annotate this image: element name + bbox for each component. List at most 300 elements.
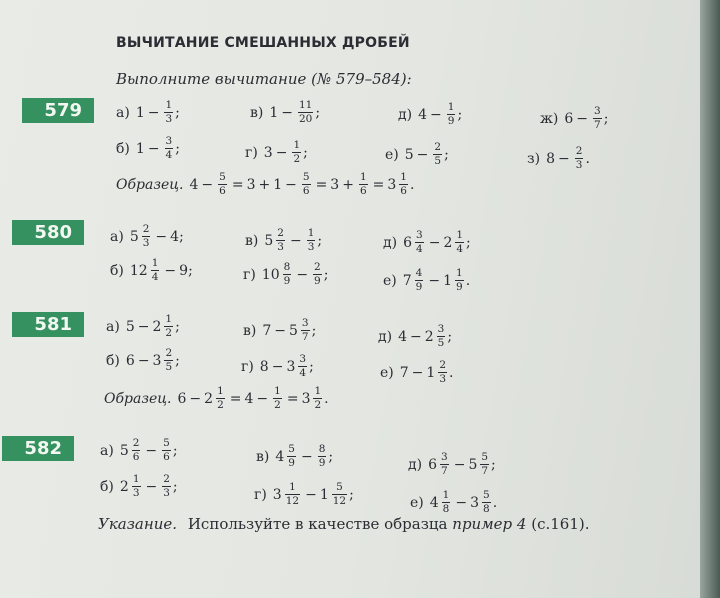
denominator: 3 xyxy=(277,241,284,253)
whole-part: 4 xyxy=(275,448,285,465)
numerator: 3 xyxy=(416,229,423,241)
whole-part: 7 xyxy=(402,272,412,289)
punctuation: . xyxy=(585,150,590,167)
operator: − xyxy=(145,478,158,495)
numerator: 2 xyxy=(314,261,321,273)
whole-part: 10 xyxy=(261,266,280,283)
math-expression xyxy=(120,474,178,499)
problem-number-580: 580 xyxy=(12,220,84,245)
number: 3 xyxy=(330,176,340,193)
whole-part: 3 xyxy=(387,176,397,193)
numerator: 1 xyxy=(274,385,281,397)
number: 1 xyxy=(135,140,145,157)
whole-part: 5 xyxy=(119,442,129,459)
whole-part: 2 xyxy=(204,390,214,407)
exercise-item xyxy=(110,224,184,249)
fraction xyxy=(285,482,300,507)
exercise-item xyxy=(100,474,178,499)
whole-part: 5 xyxy=(264,232,274,249)
denominator: 6 xyxy=(359,185,367,197)
numerator: 3 xyxy=(594,105,601,117)
denominator: 8 xyxy=(483,503,490,515)
fraction xyxy=(447,102,456,127)
fraction xyxy=(482,490,491,515)
denominator: 7 xyxy=(301,331,309,343)
section-title: ВЫЧИТАНИЕ СМЕШАННЫХ ДРОБЕЙ xyxy=(116,35,410,51)
whole-part: 2 xyxy=(119,478,129,495)
fraction xyxy=(455,230,464,255)
punctuation: ; xyxy=(179,228,184,245)
punctuation: ; xyxy=(175,352,180,369)
denominator: 9 xyxy=(314,275,321,287)
denominator: 6 xyxy=(302,185,310,197)
numerator: 1 xyxy=(165,313,173,325)
fraction xyxy=(332,482,347,507)
operator: − xyxy=(256,390,269,407)
fraction xyxy=(415,230,424,255)
fraction xyxy=(301,318,310,343)
fraction xyxy=(313,386,322,411)
operator: − xyxy=(455,494,468,511)
number: 9 xyxy=(179,262,189,279)
exercise-item xyxy=(380,360,453,385)
math-expression xyxy=(264,140,308,165)
exercise-item xyxy=(106,348,180,373)
item-label: г) xyxy=(241,358,254,375)
whole-part: 3 xyxy=(152,352,162,369)
item-label: г) xyxy=(254,486,267,503)
punctuation: ; xyxy=(172,442,178,459)
number: 6 xyxy=(125,352,135,369)
number: 7 xyxy=(399,364,409,381)
fraction xyxy=(302,172,311,197)
denominator: 6 xyxy=(400,185,407,197)
numerator: 1 xyxy=(447,101,455,113)
hint-page: (с.161). xyxy=(531,515,590,533)
number: 4 xyxy=(398,328,408,345)
numerator: 1 xyxy=(217,385,224,397)
numerator: 3 xyxy=(165,135,173,147)
denominator: 2 xyxy=(293,153,301,165)
hint xyxy=(98,515,590,533)
whole-part: 6 xyxy=(428,456,438,473)
fraction xyxy=(283,262,292,287)
denominator: 7 xyxy=(481,465,489,477)
item-label: а) xyxy=(106,318,120,335)
exercise-item xyxy=(540,106,608,131)
fraction xyxy=(162,438,171,463)
operator: − xyxy=(428,234,441,251)
operator: + xyxy=(258,176,271,193)
number: 4 xyxy=(418,106,428,123)
numerator: 3 xyxy=(299,353,307,365)
fraction xyxy=(399,172,408,197)
number: 3 xyxy=(263,144,273,161)
punctuation: ; xyxy=(309,358,314,375)
operator: = xyxy=(229,390,242,407)
operator: − xyxy=(296,266,309,283)
exercise-item xyxy=(408,452,496,477)
exercise-item xyxy=(383,268,470,293)
item-label: д) xyxy=(383,234,398,251)
operator: − xyxy=(430,106,442,123)
denominator: 4 xyxy=(165,149,173,161)
math-expression xyxy=(126,314,180,339)
punctuation: ; xyxy=(172,478,178,495)
whole-part: 1 xyxy=(426,364,436,381)
problem-number-582: 582 xyxy=(2,436,74,461)
hint-reference: пример 4 xyxy=(452,515,527,533)
exercise-item xyxy=(106,314,180,339)
fraction xyxy=(165,136,174,161)
numerator: 2 xyxy=(434,141,442,153)
number: 5 xyxy=(404,146,414,163)
item-label: в) xyxy=(245,232,259,249)
punctuation: ; xyxy=(303,144,308,161)
operator: − xyxy=(281,104,293,121)
whole-part: 6 xyxy=(403,234,413,251)
math-expression xyxy=(418,102,462,127)
numerator: 3 xyxy=(441,451,448,463)
operator: − xyxy=(416,146,429,163)
punctuation: ; xyxy=(175,318,180,335)
math-expression xyxy=(136,100,180,125)
fraction xyxy=(218,172,227,197)
fraction xyxy=(292,140,301,165)
number: 4 xyxy=(189,176,199,193)
denominator: 5 xyxy=(165,361,173,373)
math-expression xyxy=(264,228,322,253)
numerator: 1 xyxy=(400,171,407,183)
numerator: 5 xyxy=(483,489,490,501)
denominator: 3 xyxy=(575,159,583,171)
math-expression xyxy=(403,230,471,255)
denominator: 9 xyxy=(288,457,295,469)
punctuation: ; xyxy=(175,140,180,157)
denominator: 9 xyxy=(456,281,463,293)
whole-part: 5 xyxy=(129,228,139,245)
punctuation: ; xyxy=(603,110,609,127)
fraction xyxy=(455,268,464,293)
fraction xyxy=(132,438,141,463)
operator: − xyxy=(558,150,570,167)
fraction xyxy=(480,452,489,477)
denominator: 2 xyxy=(217,399,224,411)
whole-part: 2 xyxy=(424,328,434,345)
fraction xyxy=(276,228,285,253)
punctuation: . xyxy=(409,176,415,193)
item-label: в) xyxy=(250,104,264,121)
item-label: а) xyxy=(116,104,130,121)
numerator: 1 xyxy=(151,257,159,269)
punctuation: ; xyxy=(311,322,317,339)
worked-example xyxy=(116,172,414,197)
number: 4 xyxy=(244,390,254,407)
exercise-item xyxy=(110,258,193,283)
denominator: 9 xyxy=(318,457,326,469)
math-expression xyxy=(428,452,496,477)
fraction xyxy=(593,106,602,131)
denominator: 4 xyxy=(416,243,423,255)
denominator: 9 xyxy=(283,275,291,287)
numerator: 4 xyxy=(415,267,423,279)
math-expression xyxy=(405,142,449,167)
item-label: ж) xyxy=(540,110,559,127)
whole-part: 3 xyxy=(272,486,282,503)
fraction xyxy=(575,146,584,171)
punctuation: ; xyxy=(323,266,329,283)
math-expression xyxy=(136,136,180,161)
whole-part: 5 xyxy=(289,322,298,339)
punctuation: ; xyxy=(447,328,453,345)
numerator: 1 xyxy=(289,481,296,493)
math-expression xyxy=(120,438,178,463)
punctuation: ; xyxy=(457,106,463,123)
denominator: 5 xyxy=(434,155,442,167)
whole-part: 5 xyxy=(468,456,478,473)
numerator: 1 xyxy=(456,229,464,241)
punctuation: ; xyxy=(315,104,321,121)
denominator: 2 xyxy=(314,399,322,411)
numerator: 5 xyxy=(481,451,489,463)
operator: − xyxy=(305,486,317,503)
exercise-item xyxy=(243,318,316,343)
denominator: 9 xyxy=(447,115,455,127)
operator: − xyxy=(164,262,177,279)
sample-label: Образец. xyxy=(116,176,184,193)
punctuation: . xyxy=(324,390,329,407)
number: 8 xyxy=(259,358,269,375)
operator: − xyxy=(274,322,286,339)
sample-label: Образец. xyxy=(104,390,172,407)
item-label: в) xyxy=(256,448,270,465)
whole-part: 1 xyxy=(443,272,453,289)
whole-part: 3 xyxy=(470,494,480,511)
item-label: б) xyxy=(106,352,120,369)
punctuation: ; xyxy=(491,456,496,473)
denominator: 5 xyxy=(437,337,445,349)
math-expression xyxy=(260,354,314,379)
item-label: б) xyxy=(110,262,124,279)
operator: = xyxy=(372,176,385,193)
exercise-item xyxy=(527,146,590,171)
fraction xyxy=(142,224,151,249)
item-label: д) xyxy=(408,456,423,473)
whole-part: 2 xyxy=(443,234,453,251)
math-expression xyxy=(269,100,320,125)
fraction xyxy=(318,444,327,469)
number: 4 xyxy=(170,228,180,245)
item-label: г) xyxy=(243,266,256,283)
exercise-item xyxy=(256,444,333,469)
fraction xyxy=(440,452,449,477)
numerator: 2 xyxy=(277,227,284,239)
item-label: е) xyxy=(385,146,399,163)
exercise-item xyxy=(100,438,178,463)
operator: − xyxy=(410,328,422,345)
fraction xyxy=(216,386,225,411)
operator: + xyxy=(342,176,354,193)
fraction xyxy=(287,444,296,469)
item-label: е) xyxy=(380,364,394,381)
operator: − xyxy=(275,144,288,161)
math-expression xyxy=(403,268,470,293)
operator: − xyxy=(145,442,158,459)
numerator: 1 xyxy=(165,99,173,111)
denominator: 2 xyxy=(274,399,281,411)
item-label: е) xyxy=(410,494,424,511)
operator: − xyxy=(201,176,214,193)
item-label: з) xyxy=(527,150,541,167)
operator: − xyxy=(289,232,302,249)
item-label: д) xyxy=(398,106,413,123)
punctuation: . xyxy=(449,364,454,381)
fraction xyxy=(313,262,322,287)
denominator: 7 xyxy=(594,119,601,131)
exercise-item xyxy=(378,324,452,349)
fraction xyxy=(164,314,173,339)
item-label: б) xyxy=(116,140,130,157)
math-expression xyxy=(262,262,329,287)
denominator: 12 xyxy=(332,495,347,507)
math-expression xyxy=(189,172,414,197)
number: 5 xyxy=(125,318,135,335)
whole-part: 2 xyxy=(152,318,162,335)
numerator: 5 xyxy=(336,481,343,493)
math-expression xyxy=(398,324,452,349)
exercise-item xyxy=(383,230,471,255)
number: 1 xyxy=(135,104,145,121)
operator: − xyxy=(147,140,160,157)
fraction xyxy=(151,258,160,283)
exercise-item xyxy=(245,140,308,165)
numerator: 1 xyxy=(307,227,315,239)
operator: − xyxy=(147,104,160,121)
denominator: 4 xyxy=(456,243,464,255)
whole-part: 3 xyxy=(301,390,311,407)
operator: − xyxy=(285,176,297,193)
denominator: 9 xyxy=(415,281,423,293)
denominator: 3 xyxy=(165,113,173,125)
denominator: 8 xyxy=(442,503,450,515)
hint-text: Используйте в качестве образца xyxy=(187,515,448,533)
numerator: 3 xyxy=(437,323,445,335)
denominator: 6 xyxy=(219,185,226,197)
numerator: 1 xyxy=(314,385,322,397)
fraction xyxy=(132,474,141,499)
math-expression xyxy=(130,258,193,283)
numerator: 1 xyxy=(359,171,367,183)
operator: − xyxy=(411,364,424,381)
item-label: а) xyxy=(110,228,124,245)
denominator: 12 xyxy=(285,495,300,507)
exercise-item xyxy=(398,102,462,127)
number: 7 xyxy=(262,322,272,339)
denominator: 2 xyxy=(165,327,173,339)
number: 6 xyxy=(177,390,187,407)
math-expression xyxy=(430,490,497,515)
numerator: 8 xyxy=(318,443,326,455)
operator: = xyxy=(286,390,299,407)
fraction xyxy=(298,100,313,125)
denominator: 3 xyxy=(163,487,170,499)
fraction xyxy=(164,348,173,373)
denominator: 3 xyxy=(439,373,447,385)
punctuation: ; xyxy=(175,104,180,121)
fraction xyxy=(162,474,171,499)
math-expression xyxy=(262,318,316,343)
exercise-item xyxy=(254,482,354,507)
number: 1 xyxy=(273,176,283,193)
exercise-item xyxy=(116,100,180,125)
numerator: 2 xyxy=(439,359,447,371)
numerator: 5 xyxy=(302,171,310,183)
whole-part: 1 xyxy=(319,486,329,503)
numerator: 5 xyxy=(219,171,226,183)
denominator: 3 xyxy=(142,237,150,249)
whole-part: 4 xyxy=(429,494,439,511)
denominator: 3 xyxy=(132,487,140,499)
exercise-item xyxy=(241,354,314,379)
punctuation: ; xyxy=(317,232,323,249)
operator: − xyxy=(576,110,588,127)
numerator: 1 xyxy=(442,489,450,501)
fraction xyxy=(298,354,307,379)
fraction xyxy=(273,386,282,411)
math-expression xyxy=(275,444,333,469)
item-label: г) xyxy=(245,144,258,161)
fraction xyxy=(415,268,424,293)
math-expression xyxy=(273,482,354,507)
fraction xyxy=(442,490,451,515)
math-expression xyxy=(564,106,608,131)
whole-part: 3 xyxy=(286,358,296,375)
numerator: 1 xyxy=(293,139,301,151)
numerator: 1 xyxy=(132,473,140,485)
operator: − xyxy=(137,318,150,335)
math-expression xyxy=(130,224,184,249)
item-label: д) xyxy=(378,328,393,345)
punctuation: ; xyxy=(466,234,471,251)
numerator: 2 xyxy=(165,347,173,359)
instruction: Выполните вычитание (№ 579–584): xyxy=(116,70,412,88)
worked-example xyxy=(104,386,329,411)
numerator: 3 xyxy=(301,317,309,329)
numerator: 11 xyxy=(299,99,313,111)
fraction xyxy=(164,100,173,125)
numerator: 5 xyxy=(288,443,295,455)
numerator: 1 xyxy=(456,267,463,279)
item-label: е) xyxy=(383,272,397,289)
exercise-item xyxy=(243,262,328,287)
punctuation: ; xyxy=(188,262,193,279)
denominator: 7 xyxy=(441,465,448,477)
math-expression xyxy=(400,360,454,385)
numerator: 2 xyxy=(132,437,140,449)
hint-label: Указание. xyxy=(98,515,178,533)
problem-number-579: 579 xyxy=(22,98,94,123)
operator: − xyxy=(428,272,441,289)
exercise-item xyxy=(250,100,320,125)
punctuation: ; xyxy=(444,146,449,163)
numerator: 8 xyxy=(283,261,291,273)
exercise-item xyxy=(116,136,180,161)
problem-number-581: 581 xyxy=(12,312,84,337)
fraction xyxy=(359,172,368,197)
number: 1 xyxy=(269,104,279,121)
number: 3 xyxy=(246,176,256,193)
item-label: в) xyxy=(243,322,257,339)
